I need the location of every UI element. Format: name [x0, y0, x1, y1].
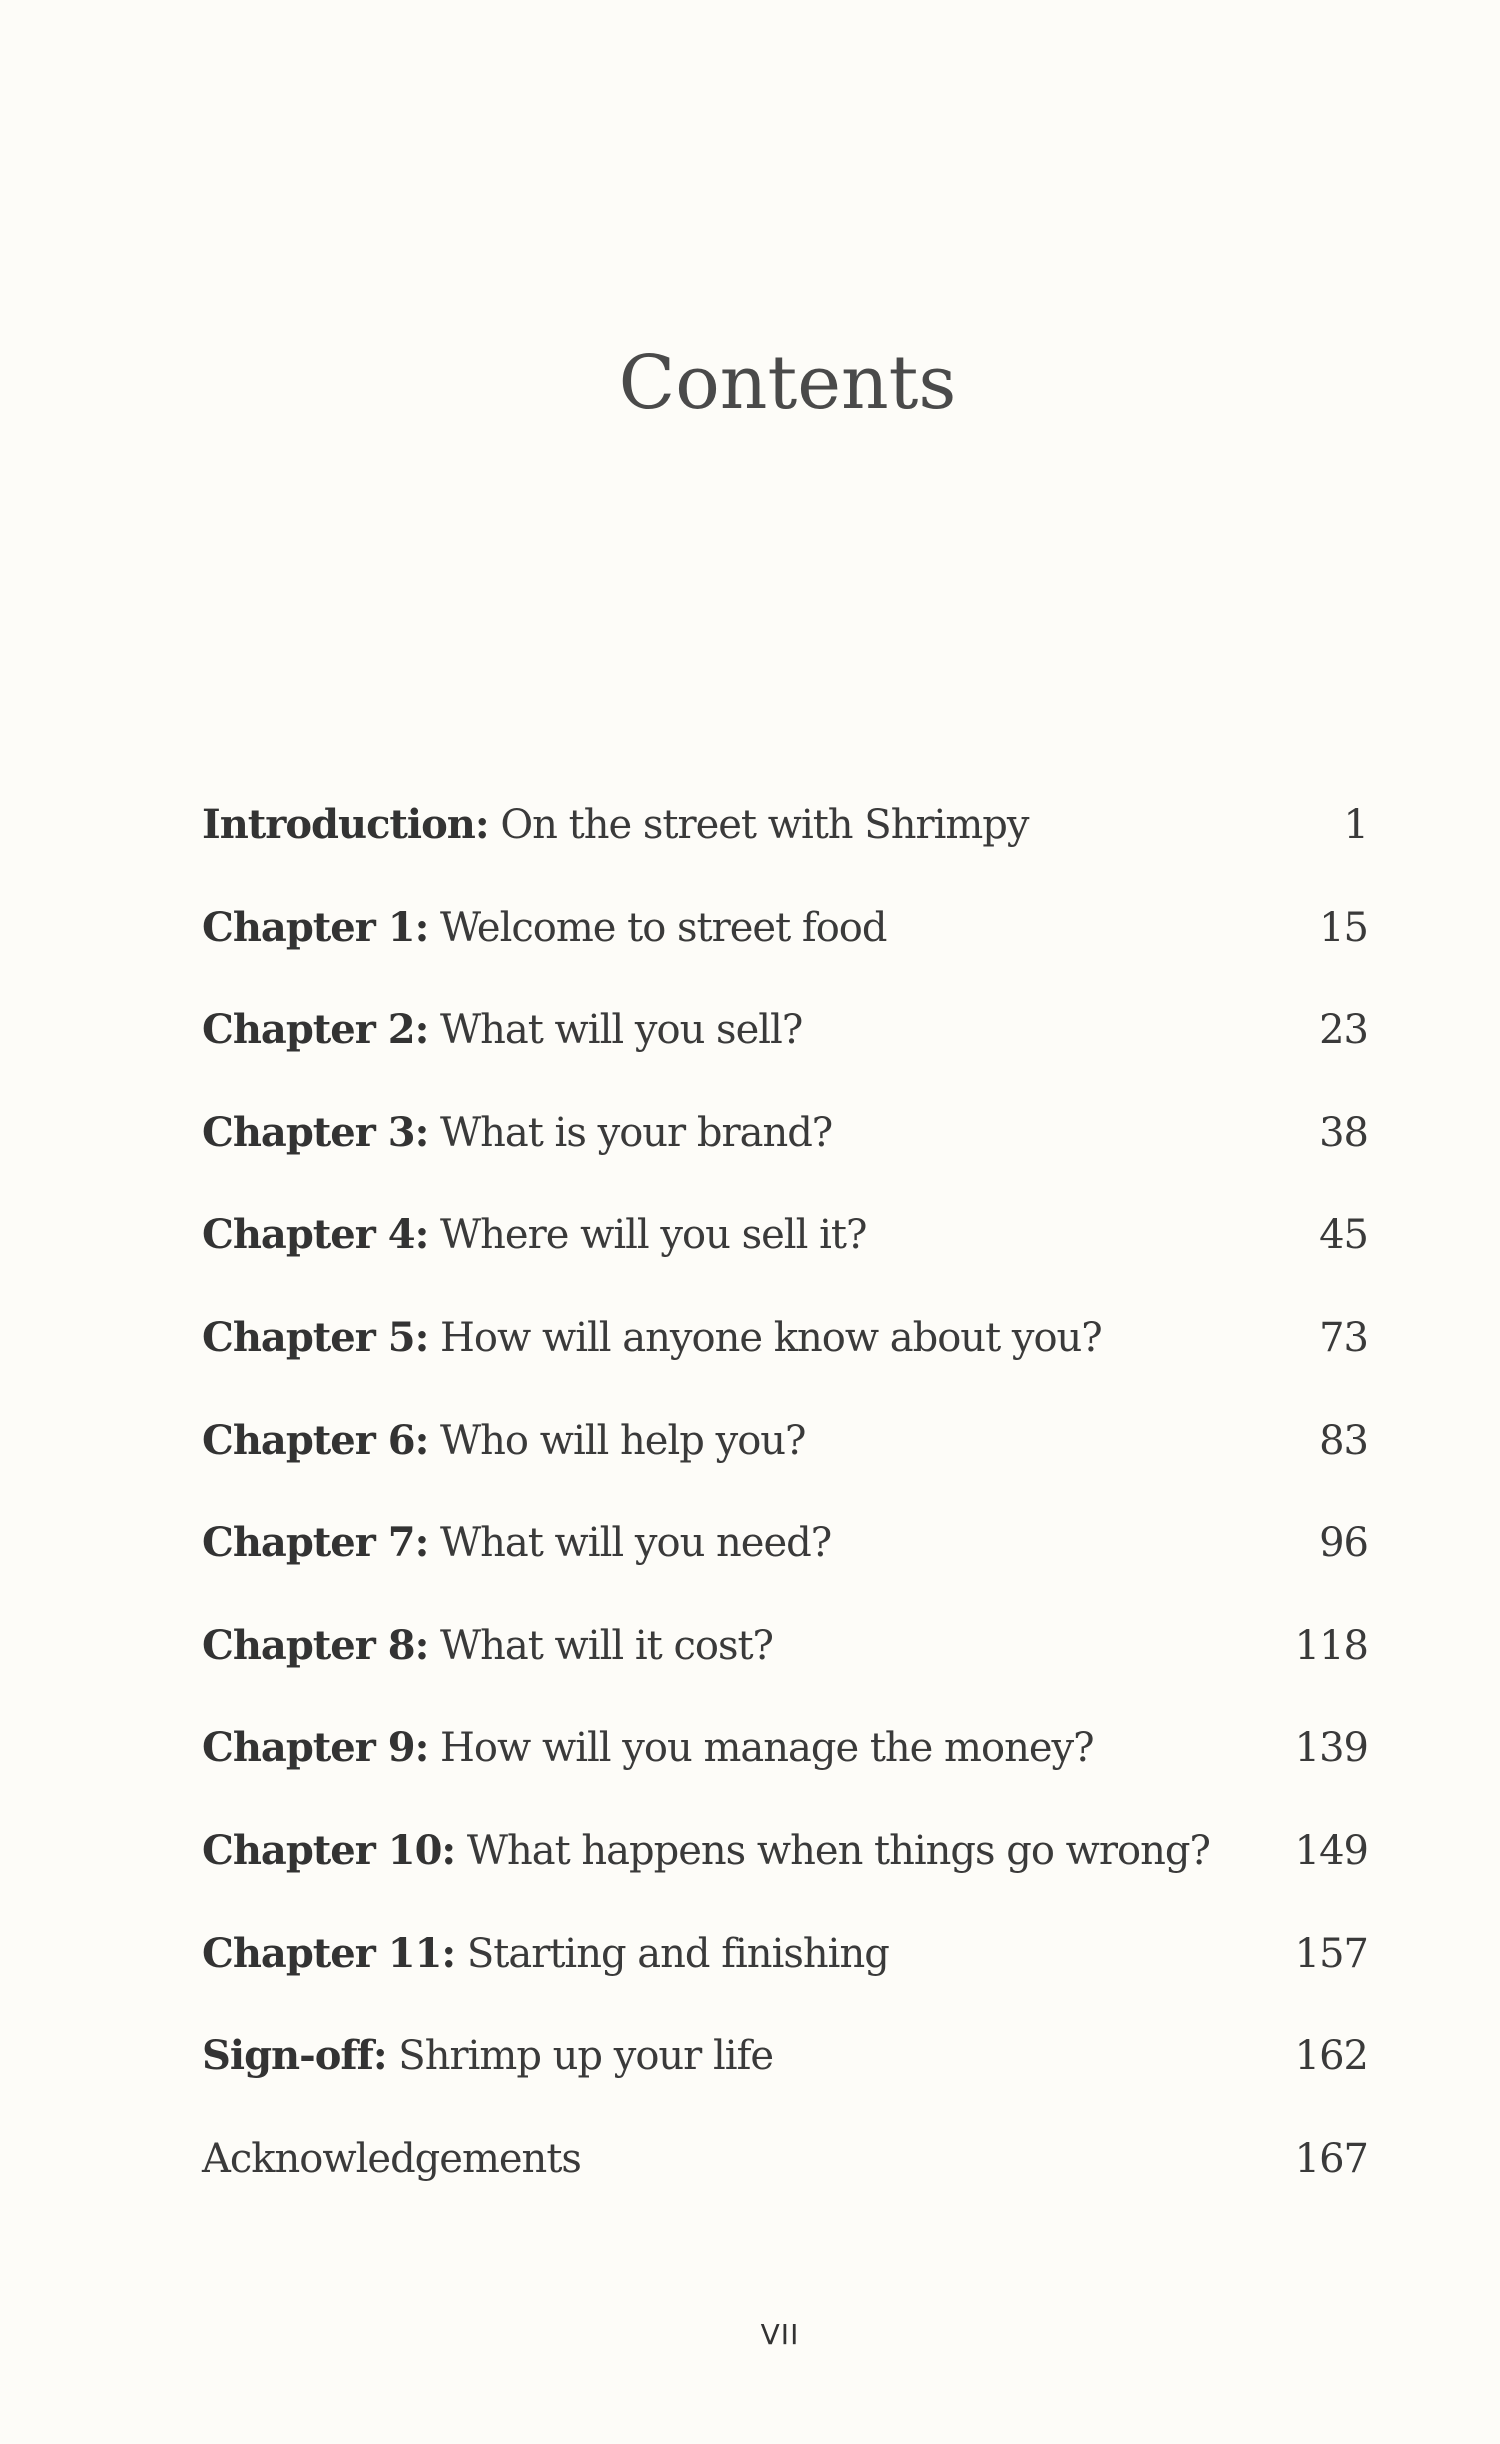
toc-entry-chapter-1[interactable]: [202, 898, 1368, 1001]
toc-entry-page-number: 15: [1319, 904, 1368, 951]
toc-entry-label: Chapter 1:: [202, 903, 429, 951]
toc-entry-chapter-7[interactable]: [202, 1513, 1368, 1616]
toc-entry-chapter-3[interactable]: [202, 1103, 1368, 1206]
toc-entry-chapter-10[interactable]: [202, 1821, 1368, 1924]
toc-entry-title: What will you sell?: [428, 1007, 803, 1054]
toc-entry-page-number: 139: [1294, 1725, 1368, 1772]
toc-entry-page-number: 73: [1319, 1314, 1368, 1361]
toc-entry-page-number: 23: [1319, 1007, 1368, 1054]
toc-entry-title: What happens when things go wrong?: [455, 1827, 1210, 1874]
toc-entry-title: Starting and finishing: [455, 1930, 889, 1977]
toc-entry-introduction[interactable]: [202, 795, 1368, 898]
toc-entry-label: Chapter 4:: [202, 1211, 429, 1259]
table-of-contents: [202, 795, 1368, 2231]
toc-entry-label: Chapter 10:: [202, 1826, 456, 1874]
toc-entry-label: Chapter 5:: [202, 1313, 429, 1361]
toc-entry-label: Chapter 3:: [202, 1108, 429, 1156]
toc-entry-label: Chapter 2:: [202, 1006, 429, 1054]
toc-entry-title: What will it cost?: [428, 1622, 773, 1669]
toc-entry-page-number: 45: [1319, 1212, 1368, 1259]
toc-entry-title: On the street with Shrimpy: [488, 802, 1029, 848]
toc-entry-page-number: 1: [1343, 802, 1368, 848]
page-folio: VII: [760, 2318, 800, 2351]
toc-entry-title: What will you need?: [428, 1520, 832, 1567]
toc-entry-acknowledgements[interactable]: [202, 2129, 1368, 2232]
toc-entry-page-number: 167: [1294, 2135, 1368, 2182]
toc-entry-label: Chapter 6:: [202, 1416, 429, 1464]
page-title: Contents: [618, 340, 957, 426]
toc-entry-title: Welcome to street food: [428, 904, 887, 951]
toc-entry-page-number: 83: [1319, 1417, 1368, 1464]
toc-entry-chapter-2[interactable]: [202, 1000, 1368, 1103]
toc-entry-sign-off[interactable]: [202, 2026, 1368, 2129]
toc-entry-page-number: 96: [1319, 1520, 1368, 1567]
toc-entry-label: Introduction:: [202, 801, 489, 848]
toc-entry-label: Chapter 8:: [202, 1621, 429, 1669]
toc-entry-title: Acknowledgements: [202, 2135, 581, 2182]
toc-entry-label: Chapter 11:: [202, 1929, 456, 1977]
toc-entry-title: Who will help you?: [428, 1417, 806, 1464]
toc-entry-chapter-4[interactable]: [202, 1205, 1368, 1308]
toc-entry-title: How will you manage the money?: [428, 1725, 1094, 1772]
toc-entry-chapter-6[interactable]: [202, 1411, 1368, 1514]
toc-entry-chapter-5[interactable]: [202, 1308, 1368, 1411]
toc-entry-label: Sign-off:: [202, 2032, 387, 2080]
toc-entry-chapter-9[interactable]: [202, 1718, 1368, 1821]
toc-entry-title: Shrimp up your life: [386, 2033, 774, 2080]
toc-entry-chapter-11[interactable]: [202, 1924, 1368, 2027]
toc-entry-title: How will anyone know about you?: [428, 1314, 1102, 1361]
toc-entry-chapter-8[interactable]: [202, 1616, 1368, 1719]
toc-entry-page-number: 157: [1294, 1930, 1368, 1977]
toc-entry-page-number: 149: [1294, 1827, 1368, 1874]
toc-entry-title: What is your brand?: [428, 1109, 833, 1156]
toc-entry-page-number: 38: [1319, 1109, 1368, 1156]
toc-entry-label: Chapter 7:: [202, 1519, 429, 1567]
toc-entry-page-number: 118: [1294, 1622, 1368, 1669]
toc-entry-page-number: 162: [1294, 2033, 1368, 2080]
toc-entry-label: Chapter 9:: [202, 1724, 429, 1772]
toc-entry-title: Where will you sell it?: [428, 1212, 867, 1259]
